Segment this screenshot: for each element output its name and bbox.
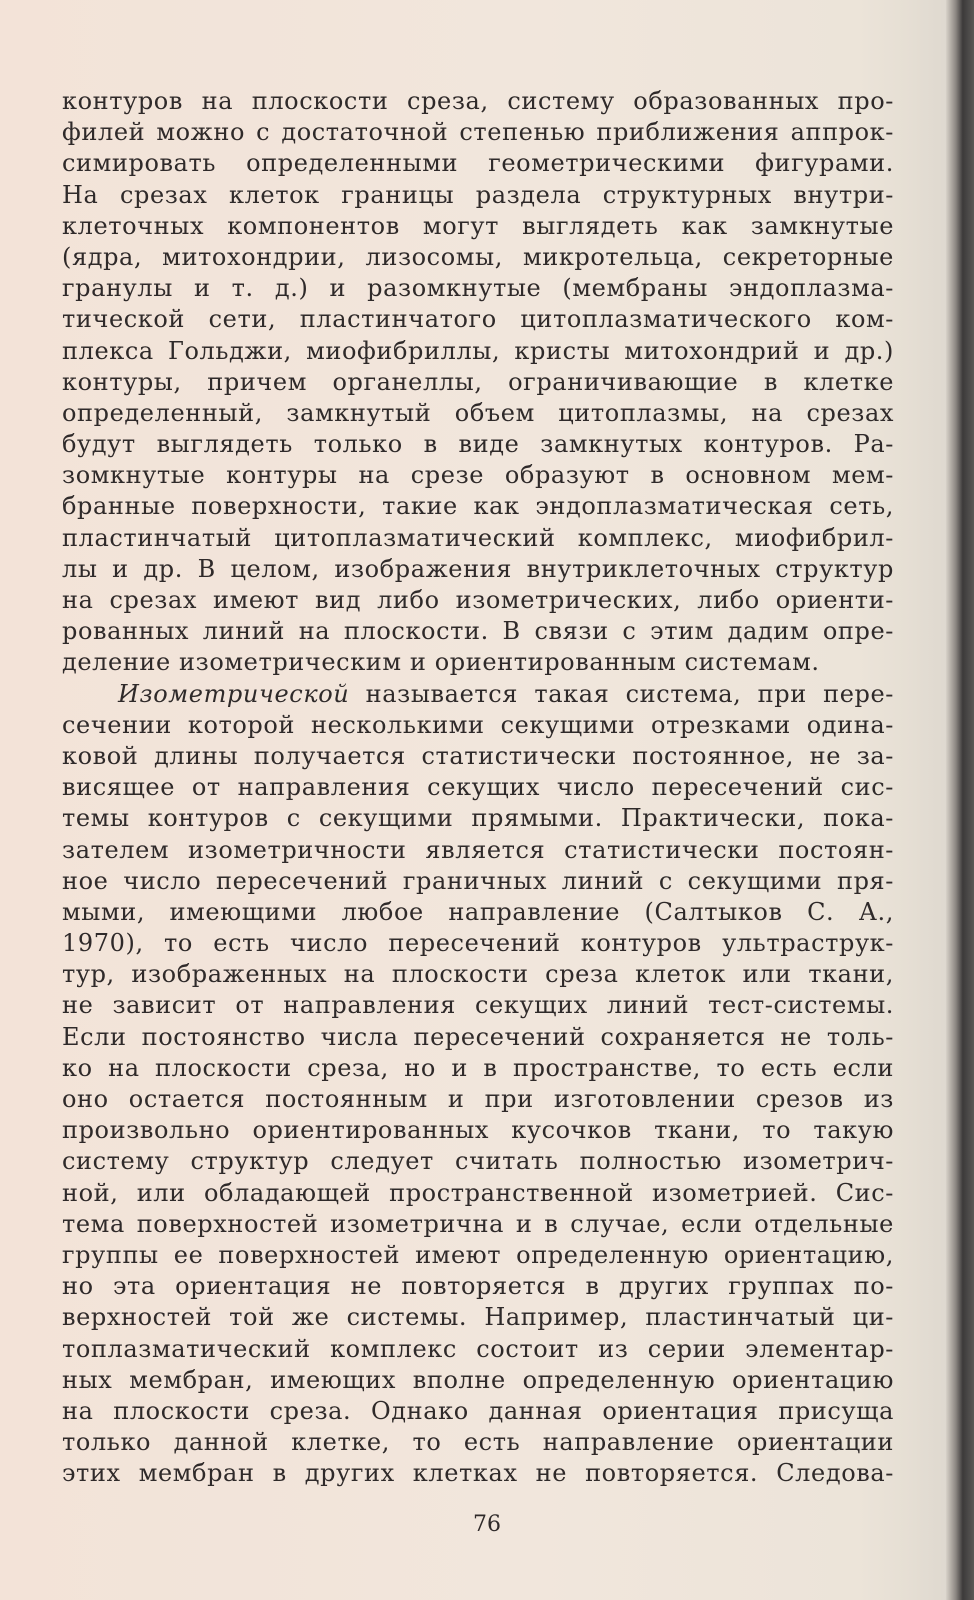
text-line: клеточных компонентов могут выглядеть как замкнутые [62,211,894,240]
text-line: тема поверхностей изометрична и в случае, если отдельные [62,1209,894,1238]
paragraph-2 [62,679,894,1490]
book-spine-shadow [946,0,974,1600]
text-line: произвольно ориентированных кусочков ткани, то такую [62,1116,894,1145]
text-line: этих мембран в других клетках не повторяется. Следова- [62,1459,894,1488]
text-line: не зависит от направления секущих линий тест-системы. [62,991,894,1020]
text-line: пластинчатый цитоплазматический комплекс, миофибрил- [62,523,894,552]
text-line: ное число пересечений граничных линий с секущими пря- [62,866,894,895]
text-line: плекса Гольджи, миофибриллы, кристы митохондрий и др.) [62,336,894,365]
text-line: филей можно с достаточной степенью приближения аппрок- [62,118,894,147]
text-line: рованных линий на плоскости. В связи с этим дадим опре- [62,617,894,646]
italic-term: Изометрической [118,679,350,708]
page-number: 76 [473,1512,501,1537]
text-line: деление изометрическим и ориентированным системам. [62,648,820,677]
text-line-first [62,679,894,710]
text-line: 1970), то есть число пересечений контуров ультраструк- [62,929,894,958]
text-line: зателем изометричности является статистически постоян- [62,835,894,864]
text-line: бранные поверхности, такие как эндоплазматическая сеть, [62,492,894,521]
text-line: на срезах имеют вид либо изометрических, либо ориенти- [62,586,894,614]
text-line: но эта ориентация не повторяется в других группах по- [62,1272,894,1301]
text-line: определенный, замкнутый объем цитоплазмы, на срезах [62,398,894,427]
text-line: ко на плоскости среза, но и в пространстве, то есть если [62,1053,894,1082]
text-line: будут выглядеть только в виде замкнутых контуров. Ра- [62,430,894,459]
text-line: (ядра, митохондрии, лизосомы, микротельца, секреторные [62,242,894,271]
text-line: гранулы и т. д.) и разомкнутые (мембраны эндоплазма- [62,274,894,303]
text-line: На срезах клеток границы раздела структурных внутри- [62,180,894,209]
body-text [62,86,894,1489]
text-line: ковой длины получается статистически постоянное, не за- [62,741,894,770]
text-line: висящее от направления секущих число пересечений сис- [62,773,894,802]
text-line: контуров на плоскости среза, систему образованных про- [62,87,894,115]
text-line: систему структур следует считать полностью изометрич- [62,1147,894,1176]
text-line: ной, или обладающей пространственной изометрией. Сис- [62,1178,894,1207]
text-line: ных мембран, имеющих вполне определенную ориентацию [62,1365,894,1394]
text-line: на плоскости среза. Однако данная ориентация присуща [62,1396,894,1425]
paragraph-1 [62,86,894,679]
text-line: контуры, причем органеллы, ограничивающие в клетке [62,367,894,396]
text-line: темы контуров с секущими прямыми. Практически, пока- [62,804,894,833]
text-line: верхностей той же системы. Например, пластинчатый ци- [62,1303,894,1332]
text-line: сечении которой несколькими секущими отрезками одина- [62,710,894,739]
text-run: называется такая система, при пере- [349,679,894,708]
text-line: Если постоянство числа пересечений сохраняется не толь- [62,1022,894,1051]
text-line: мыми, имеющими любое направление (Салтыков С. А., [62,897,894,926]
text-line: лы и др. В целом, изображения внутриклеточных структур [62,554,894,583]
text-line: тур, изображенных на плоскости среза клеток или ткани, [62,960,894,989]
text-line: группы ее поверхностей имеют определенную ориентацию, [62,1240,894,1269]
text-line: оно остается постоянным и при изготовлении срезов из [62,1085,894,1113]
text-line: топлазматический комплекс состоит из серии элементар- [62,1334,894,1363]
text-line: зомкнутые контуры на срезе образуют в основном мем- [62,461,894,490]
text-line: только данной клетке, то есть направление ориентации [62,1428,894,1457]
text-line: тической сети, пластинчатого цитоплазматического ком- [62,305,894,334]
text-line: симировать определенными геометрическими фигурами. [62,149,894,178]
